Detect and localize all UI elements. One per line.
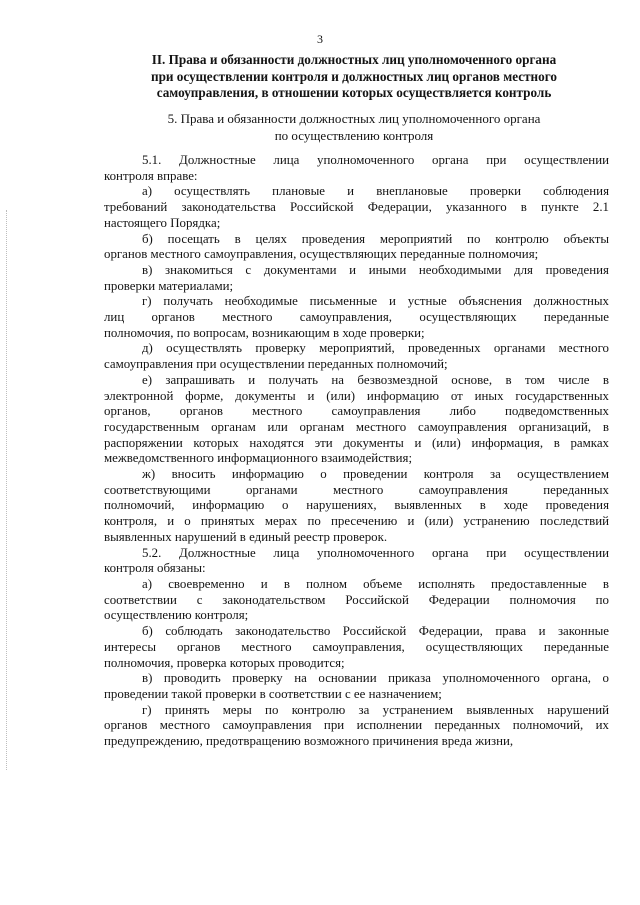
section-heading xyxy=(104,111,604,144)
paragraph xyxy=(104,184,609,231)
paragraph-line: а) осуществлять плановые и внеплановые проверки соблюдения xyxy=(142,184,609,199)
document-body xyxy=(104,153,609,750)
paragraph-line: полномочия, проверка которых проводится; xyxy=(104,655,345,670)
paragraph xyxy=(104,232,609,263)
paragraph xyxy=(104,373,609,467)
paragraph-line: самоуправления при осуществлении переданных полномочий; xyxy=(104,357,448,372)
paragraph-line: соответствующими органами местного самоуправления переданных xyxy=(104,482,609,497)
paragraph xyxy=(104,341,609,372)
paragraph-line: требований законодательства Российской Федерации, указанного в пункте 2.1 xyxy=(104,200,609,215)
paragraph-line: межведомственного информационного взаимодействия; xyxy=(104,451,413,466)
paragraph xyxy=(104,546,609,577)
paragraph xyxy=(104,294,609,341)
paragraph xyxy=(104,671,609,702)
paragraph-line: органов местного самоуправления, осуществляющих переданные полномочия; xyxy=(104,247,539,262)
chapter-heading-line: при осуществлении контроля и должностных лиц органов местного xyxy=(150,68,558,84)
paragraph-line: настоящего Порядка; xyxy=(104,215,221,230)
paragraph-line: предупреждению, предотвращению возможного причинения вреда жизни, xyxy=(104,734,514,749)
paragraph-line: выявленных нарушений в единый реестр проверок. xyxy=(104,529,388,544)
paragraph-line: органов, органов местного самоуправления либо подведомственных xyxy=(104,404,609,419)
paragraph xyxy=(104,263,609,294)
paragraph xyxy=(104,153,609,184)
paragraph-line: полномочий, информацию о нарушениях, выявленных в ходе проведения xyxy=(104,498,609,513)
paragraph xyxy=(104,577,609,624)
paragraph xyxy=(104,703,609,750)
paragraph-line: г) получать необходимые письменные и устные объяснения должностных xyxy=(142,294,609,309)
chapter-heading xyxy=(104,52,604,102)
paragraph-line: в) проводить проверку на основании приказа уполномоченного органа, о xyxy=(142,671,609,686)
paragraph-line: б) соблюдать законодательство Российской Федерации, права и законные xyxy=(142,624,609,639)
paragraph-line: 5.2. Должностные лица уполномоченного органа при осуществлении xyxy=(142,545,609,560)
paragraph-line: полномочия, по вопросам, возникающим в ходе проверки; xyxy=(104,325,425,340)
paragraph-line: 5.1. Должностные лица уполномоченного органа при осуществлении xyxy=(142,153,609,167)
paragraph xyxy=(104,467,609,546)
paragraph-line: государственным органам или органам местного самоуправления организаций, в xyxy=(104,419,609,434)
paragraph-line: проведении такой проверки в соответствии с ее назначением; xyxy=(104,686,442,701)
paragraph-line: а) своевременно и в полном объеме исполнять предоставленные в xyxy=(142,576,609,591)
chapter-heading-line: самоуправления, в отношении которых осуществляется контроль xyxy=(156,85,552,100)
paragraph-line: контроля вправе: xyxy=(104,168,198,183)
paragraph-line: в) знакомиться с документами и иными необходимыми для проведения xyxy=(142,262,609,277)
paragraph-line: осуществлению контроля; xyxy=(104,608,249,623)
paragraph-line: контроля, и о принятых мерах по пресечению и (или) устранению последствий xyxy=(104,514,609,529)
paragraph-line: ж) вносить информацию о проведении контроля за осуществлением xyxy=(142,467,609,482)
chapter-heading-line: II. Права и обязанности должностных лиц уполномоченного органа xyxy=(151,52,557,67)
paragraph-line: лиц органов местного самоуправления, осуществляющих переданные xyxy=(104,310,609,325)
paragraph-line: электронной форме, документы и (или) информацию от иных государственных xyxy=(104,388,609,403)
paragraph-line: е) запрашивать и получать на безвозмездной основе, в том числе в xyxy=(142,372,609,387)
paragraph-line: соответствии с законодательством Российской Федерации полномочия по xyxy=(104,592,609,607)
paragraph-line: г) принять меры по контролю за устранением выявленных нарушений xyxy=(142,702,609,717)
paragraph xyxy=(104,624,609,671)
paragraph-line: интересы органов местного самоуправления, осуществляющих переданные xyxy=(104,639,609,654)
paragraph-line: б) посещать в целях проведения мероприятий по контролю объекты xyxy=(142,231,609,246)
paragraph-line: органов местного самоуправления при исполнении переданных полномочий, их xyxy=(104,718,609,733)
section-heading-line: 5. Права и обязанности должностных лиц уполномоченного органа xyxy=(167,111,541,126)
page-number: 3 xyxy=(317,32,323,46)
paragraph-line: распоряжении которых находятся эти документы и (или) информация, в рамках xyxy=(104,435,609,450)
scan-margin-artifact xyxy=(6,210,7,770)
paragraph-line: проверки материалами; xyxy=(104,278,234,293)
section-heading-line: по осуществлению контроля xyxy=(274,127,434,143)
paragraph-line: д) осуществлять проверку мероприятий, проведенных органами местного xyxy=(142,341,609,356)
paragraph-line: контроля обязаны: xyxy=(104,561,206,576)
